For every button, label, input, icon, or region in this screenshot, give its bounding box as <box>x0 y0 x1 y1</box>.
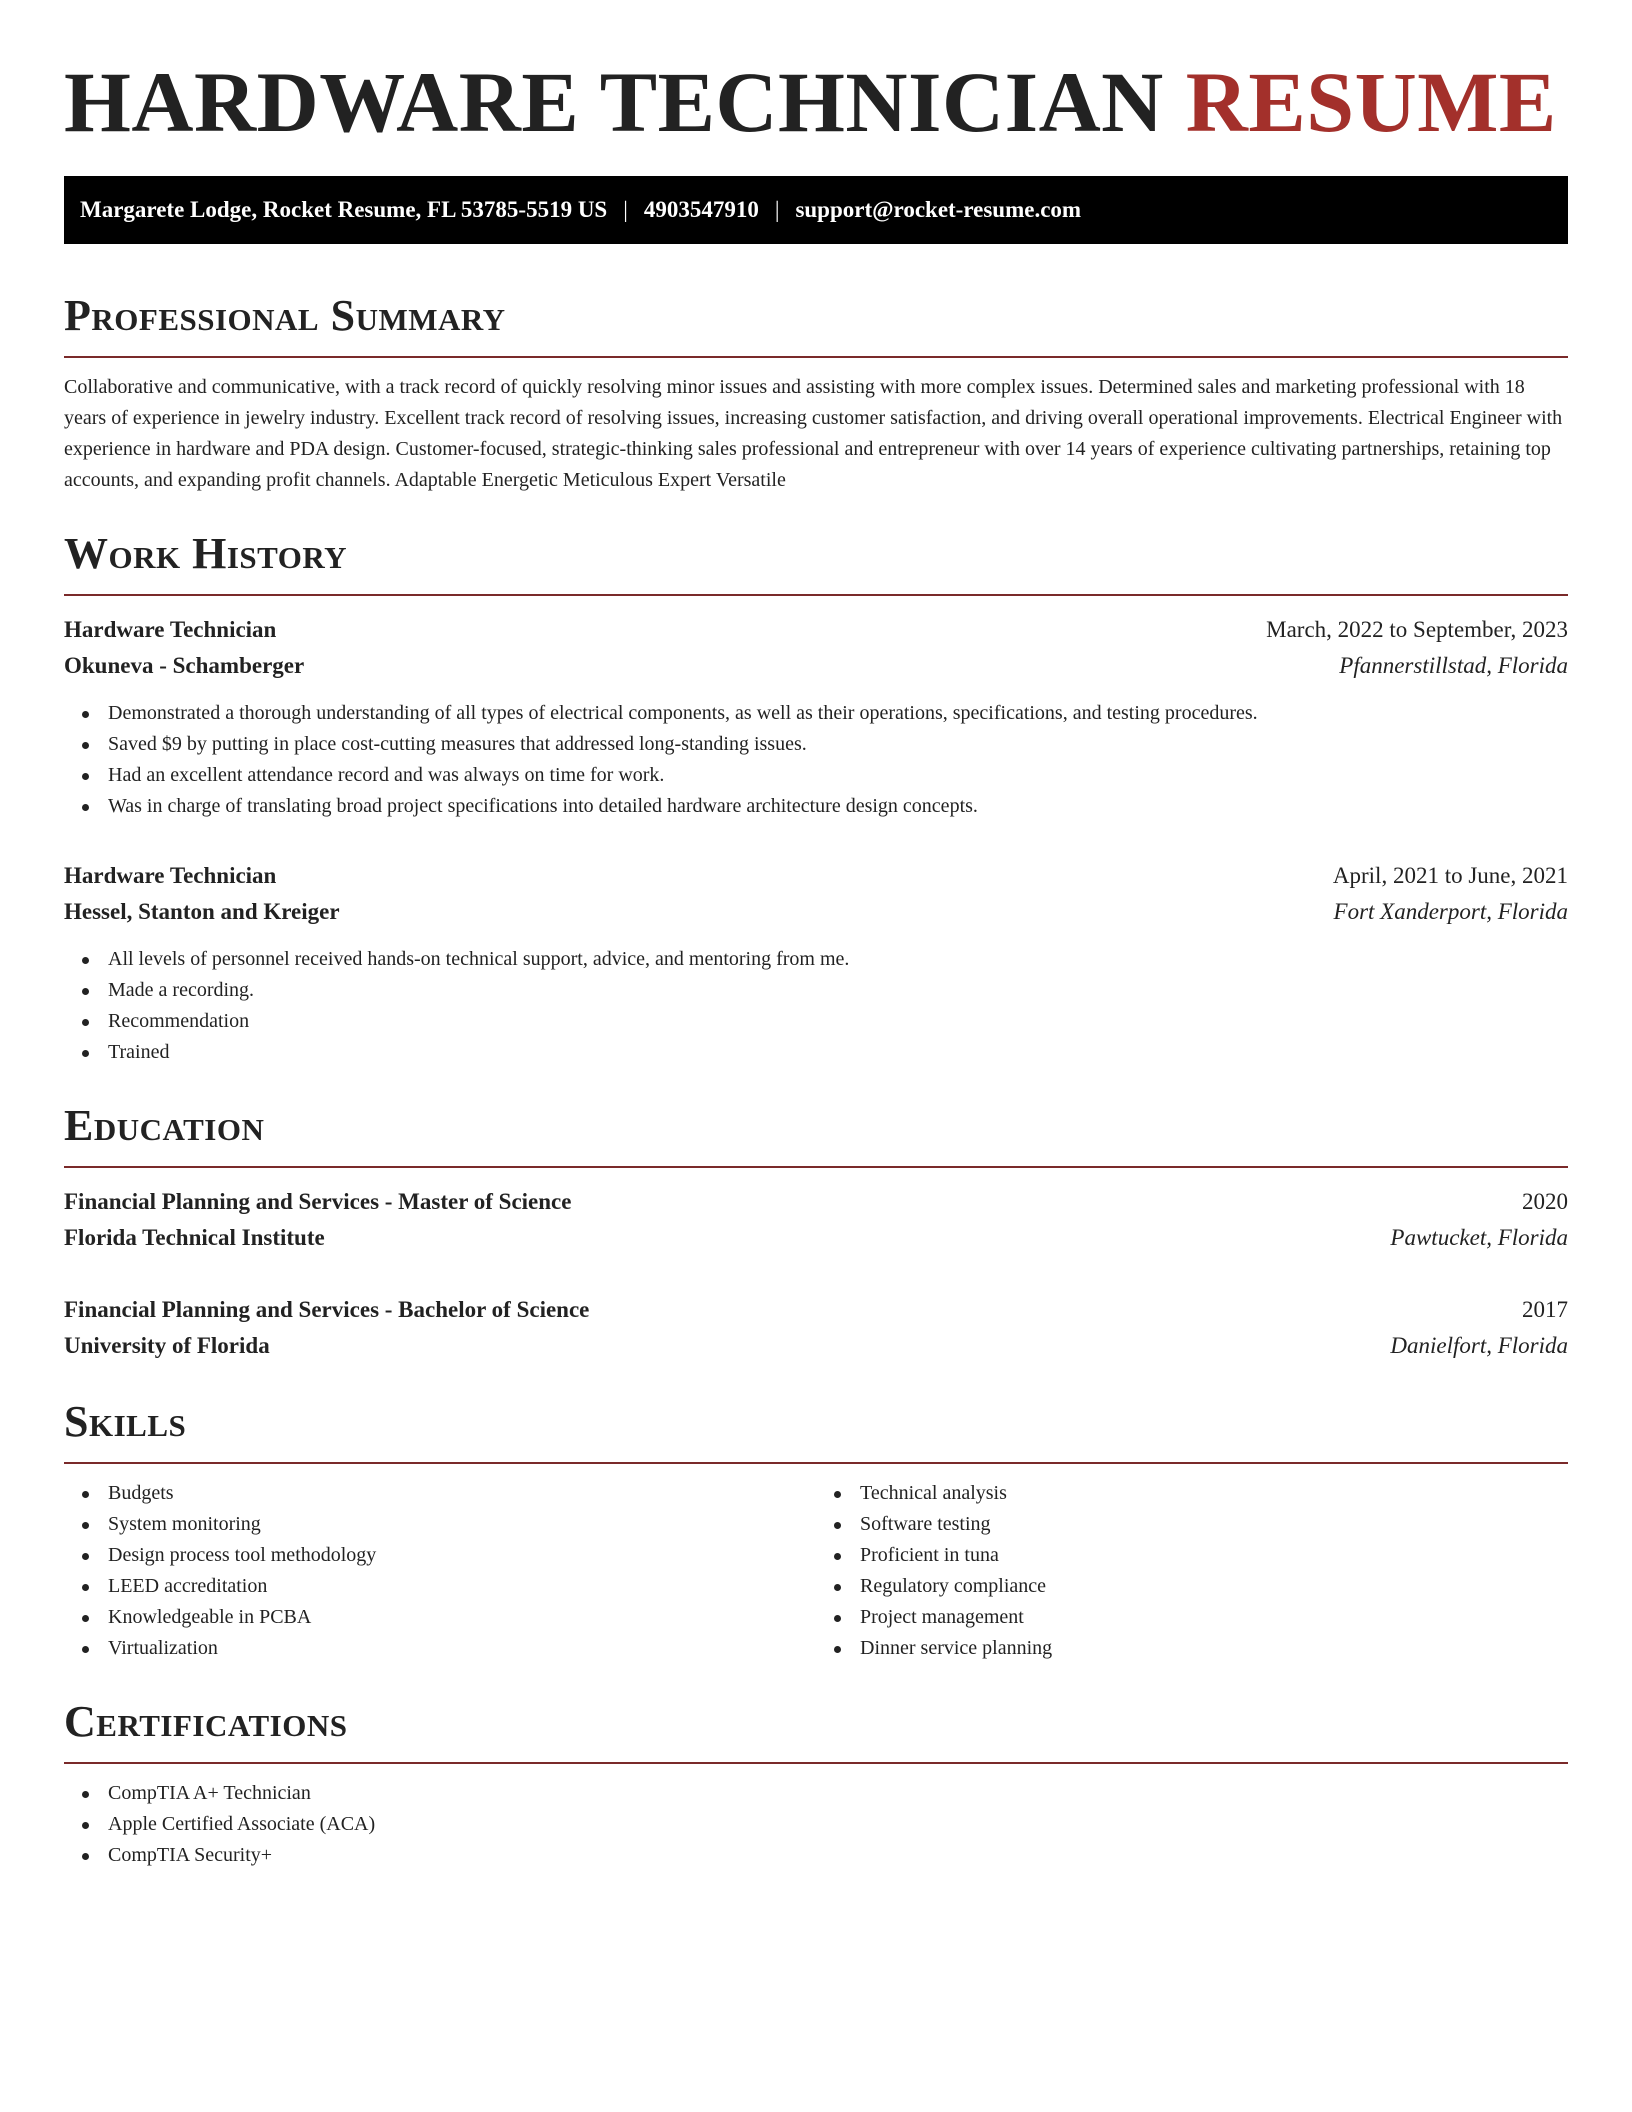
skill-item: LEED accreditation <box>64 1571 816 1602</box>
job-bullets <box>64 698 1568 822</box>
section-divider <box>64 356 1568 358</box>
education-degree: Financial Planning and Services - Bachelor of Science <box>64 1297 590 1322</box>
certification-item: Apple Certified Associate (ACA) <box>64 1809 1568 1840</box>
job-bullets <box>64 944 1568 1068</box>
education-entry <box>64 1292 1568 1364</box>
work-history-section <box>64 526 1568 1068</box>
job-dates: April, 2021 to June, 2021 <box>1332 863 1568 888</box>
job-location: Fort Xanderport, Florida <box>1333 899 1568 924</box>
title-main: HARDWARE TECHNICIAN <box>64 54 1164 150</box>
section-divider <box>64 1462 1568 1464</box>
work-history-heading: Work History <box>64 529 348 578</box>
certifications-list <box>64 1778 1568 1871</box>
skills-grid <box>64 1478 1568 1664</box>
section-divider <box>64 1166 1568 1168</box>
education-school-row <box>64 1328 1568 1364</box>
contact-email: support@rocket-resume.com <box>795 197 1082 222</box>
certification-item: CompTIA A+ Technician <box>64 1778 1568 1809</box>
job-company: Hessel, Stanton and Kreiger <box>64 899 340 924</box>
resume-title <box>64 52 1568 152</box>
job-bullet: All levels of personnel received hands-on technical support, advice, and mentoring from me. <box>64 944 1568 975</box>
education-year: 2017 <box>1522 1297 1568 1322</box>
certifications-section <box>64 1694 1568 1871</box>
education-location: Danielfort, Florida <box>1390 1333 1568 1358</box>
education-heading: Education <box>64 1101 265 1150</box>
job-bullet: Recommendation <box>64 1006 1568 1037</box>
section-divider <box>64 1762 1568 1764</box>
contact-bar <box>64 176 1568 244</box>
certifications-heading: Certifications <box>64 1697 348 1746</box>
contact-phone: 4903547910 <box>643 197 759 222</box>
education-school-row <box>64 1220 1568 1256</box>
job-bullet: Demonstrated a thorough understanding of all types of electrical components, as well as their operations, specifications, and testing procedures. <box>64 698 1568 729</box>
skill-item: Regulatory compliance <box>816 1571 1568 1602</box>
job-header-row <box>64 858 1568 894</box>
education-school: University of Florida <box>64 1333 270 1358</box>
summary-section <box>64 288 1568 496</box>
skills-section <box>64 1394 1568 1664</box>
job-company-row <box>64 894 1568 930</box>
contact-address: Margarete Lodge, Rocket Resume, FL 53785-5519 US <box>80 197 608 222</box>
job-header-row <box>64 612 1568 648</box>
job-company-row <box>64 648 1568 684</box>
section-divider <box>64 594 1568 596</box>
job-title: Hardware Technician <box>64 863 277 888</box>
skill-item: Knowledgeable in PCBA <box>64 1602 816 1633</box>
job-title: Hardware Technician <box>64 617 277 642</box>
job-bullet: Saved $9 by putting in place cost-cutting measures that addressed long-standing issues. <box>64 729 1568 760</box>
education-degree: Financial Planning and Services - Master of Science <box>64 1189 572 1214</box>
certification-item: CompTIA Security+ <box>64 1840 1568 1871</box>
skill-item: Software testing <box>816 1509 1568 1540</box>
skill-item: Design process tool methodology <box>64 1540 816 1571</box>
education-degree-row <box>64 1292 1568 1328</box>
contact-separator: | <box>774 197 780 222</box>
job-company: Okuneva - Schamberger <box>64 653 305 678</box>
job-location: Pfannerstillstad, Florida <box>1339 653 1568 678</box>
summary-text: Collaborative and communicative, with a track record of quickly resolving minor issues and assisting with more complex issues. Determined sales and marketing professional with 18 years of experience in jewelry industry. Excellent track record of resolving issues, increasing customer satisfaction, and driving overall operational improvements. Electrical Engineer with experience in hardware and PDA design. Customer-focused, strategic-thinking sales professional and entrepreneur with over 14 years of experience cultivating partnerships, retaining top accounts, and expanding profit channels. Adaptable Energetic Meticulous Expert Versatile <box>64 376 1563 491</box>
job-bullet: Made a recording. <box>64 975 1568 1006</box>
skill-item: Technical analysis <box>816 1478 1568 1509</box>
education-entry <box>64 1184 1568 1256</box>
skill-item: Dinner service planning <box>816 1633 1568 1664</box>
job-bullet: Had an excellent attendance record and was always on time for work. <box>64 760 1568 791</box>
job-bullet: Trained <box>64 1037 1568 1068</box>
skill-item: Proficient in tuna <box>816 1540 1568 1571</box>
contact-separator: | <box>623 197 628 222</box>
education-year: 2020 <box>1522 1189 1568 1214</box>
skills-heading: Skills <box>64 1397 187 1446</box>
skills-column-left <box>64 1478 816 1664</box>
title-accent: RESUME <box>1185 54 1557 150</box>
education-section <box>64 1098 1568 1364</box>
education-degree-row <box>64 1184 1568 1220</box>
job-entry <box>64 858 1568 1068</box>
education-location: Pawtucket, Florida <box>1390 1225 1568 1250</box>
skill-item: Project management <box>816 1602 1568 1633</box>
skill-item: Virtualization <box>64 1633 816 1664</box>
education-school: Florida Technical Institute <box>64 1225 325 1250</box>
job-bullet: Was in charge of translating broad project specifications into detailed hardware architecture design concepts. <box>64 791 1568 822</box>
summary-heading: Professional Summary <box>64 291 506 340</box>
skill-item: System monitoring <box>64 1509 816 1540</box>
job-dates: March, 2022 to September, 2023 <box>1266 617 1568 642</box>
skill-item: Budgets <box>64 1478 816 1509</box>
skills-column-right <box>816 1478 1568 1664</box>
job-entry <box>64 612 1568 822</box>
